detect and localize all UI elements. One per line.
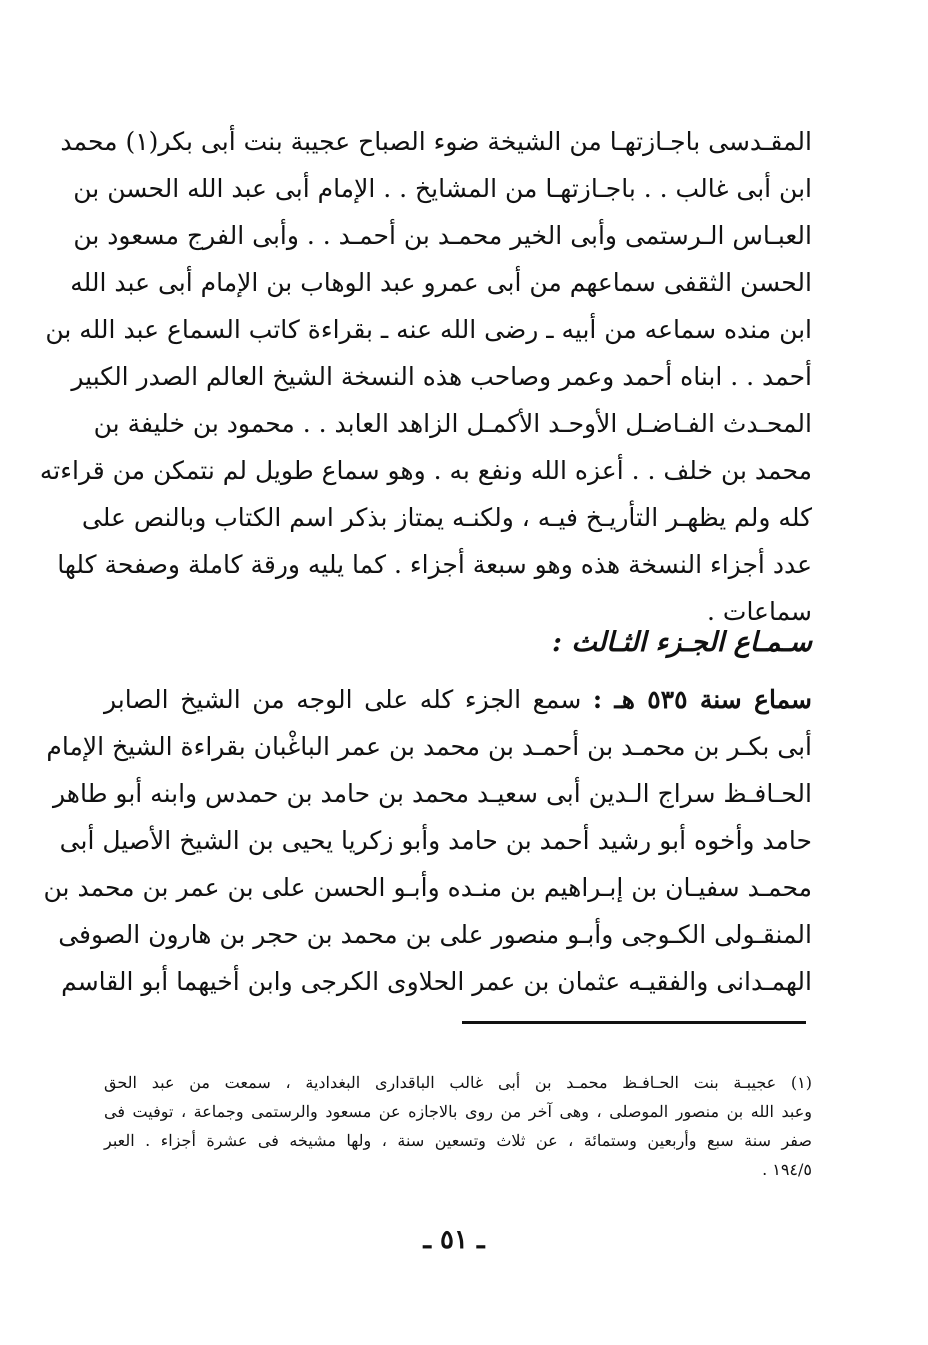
text-line: عدد أجزاء النسخة هذه وهو سبعة أجزاء . كما يليه ورقة كاملة وصفحة كلها [57, 550, 812, 579]
text-line: أبى بكـر بن محمـد بن أحمـد بن محمد بن عمر الباغْبان بقراءة الشيخ الإمام [46, 732, 812, 761]
page-number: ـ ٥١ ـ [423, 1225, 485, 1255]
footnote-line: صفر سنة سبع وأربعين وستمائة ، عن ثلاث وتسعين سنة ، ولها مشيخه فى عشرة أجزاء . العبر [104, 1131, 812, 1150]
section-heading: سـمـاع الجـزء الثـالث : [552, 627, 812, 658]
text-line: الحسن الثقفى سماعهم من أبى عمرو عبد الوهاب بن الإمام أبى عبد الله [70, 268, 812, 297]
footnote-line: (١) عجيبـة بنت الحـافـظ محمـد بن أبى غالب الباقدارى البغدادية ، سمعت من عبد الحق [104, 1073, 812, 1092]
text-line-with-lead [104, 676, 812, 723]
text-line: ابن منده سماعه من أبيه ـ رضى الله عنه ـ بقراءة كاتب السماع عبد الله بن [45, 315, 812, 344]
text-line: أحمد . . ابناه أحمد وعمر وصاحب هذه النسخة الشيخ العالم الصدر الكبير [71, 362, 812, 391]
text-line: حامد وأخوه أبو رشيد أحمد بن حامد وأبو زكريا يحيى بن الشيخ الأصيل أبى [59, 826, 812, 855]
text-line: كله ولم يظهـر التأريـخ فيـه ، ولكنـه يمتاز بذكر اسم الكتاب وبالنص على [81, 503, 812, 532]
section-paragraph [43, 676, 812, 1005]
footnote-line: ١٩٤/٥ . [762, 1160, 812, 1179]
text-line: محمد بن خلف . . أعزه الله ونفع به . وهو سماع طويل لم نتمكن من قراءته [39, 456, 812, 485]
text-line: المقـدسى باجـازتهـا من الشيخة ضوء الصباح عجيبة بنت أبى بكر(١) محمد [60, 127, 812, 156]
text-line: ابن أبى غالب . . باجـازتهـا من المشايخ . . الإمام أبى عبد الله الحسن بن [73, 174, 812, 203]
text-line: العبـاس الـرستمى وأبى الخير محمـد بن أحمـد . . وأبى الفرج مسعود بن [73, 221, 812, 250]
footnote-divider [462, 1021, 806, 1024]
text-line-rest: سمع الجزء كله على الوجه من الشيخ الصابر [104, 685, 593, 714]
text-line: الحـافـظ سراج الـدين أبى سعيـد محمد بن حامد بن حمدس وابنه أبو طاهر [52, 779, 812, 808]
text-line: سماعات . [707, 597, 812, 626]
text-line: المحـدث الفـاضـل الأوحـد الأكمـل الزاهد العابد . . محمود بن خليفة بن [93, 409, 812, 438]
section-lead: سماع سنة ٥٣٥ هـ : [592, 685, 812, 714]
text-line: محمـد سفيـان بن إبـراهيم بن منـده وأبـو الحسن على بن عمر بن محمد بن [43, 873, 812, 902]
footnote [104, 1068, 812, 1184]
main-paragraph [39, 118, 812, 635]
text-line: الهمـدانى والفقيـه عثمان بن عمر الحلاوى الكرجى وابن أخيهما أبو القاسم [61, 967, 812, 996]
footnote-line: وعبد الله بن منصور الموصلى ، وهى آخر من روى بالاجازه عن مسعود والرستمى وجماعة ، توفيت فى [104, 1102, 812, 1121]
text-line: المنقـولى الكـوجى وأبـو منصور على بن محمد بن حجر بن هارون الصوفى [58, 920, 812, 949]
